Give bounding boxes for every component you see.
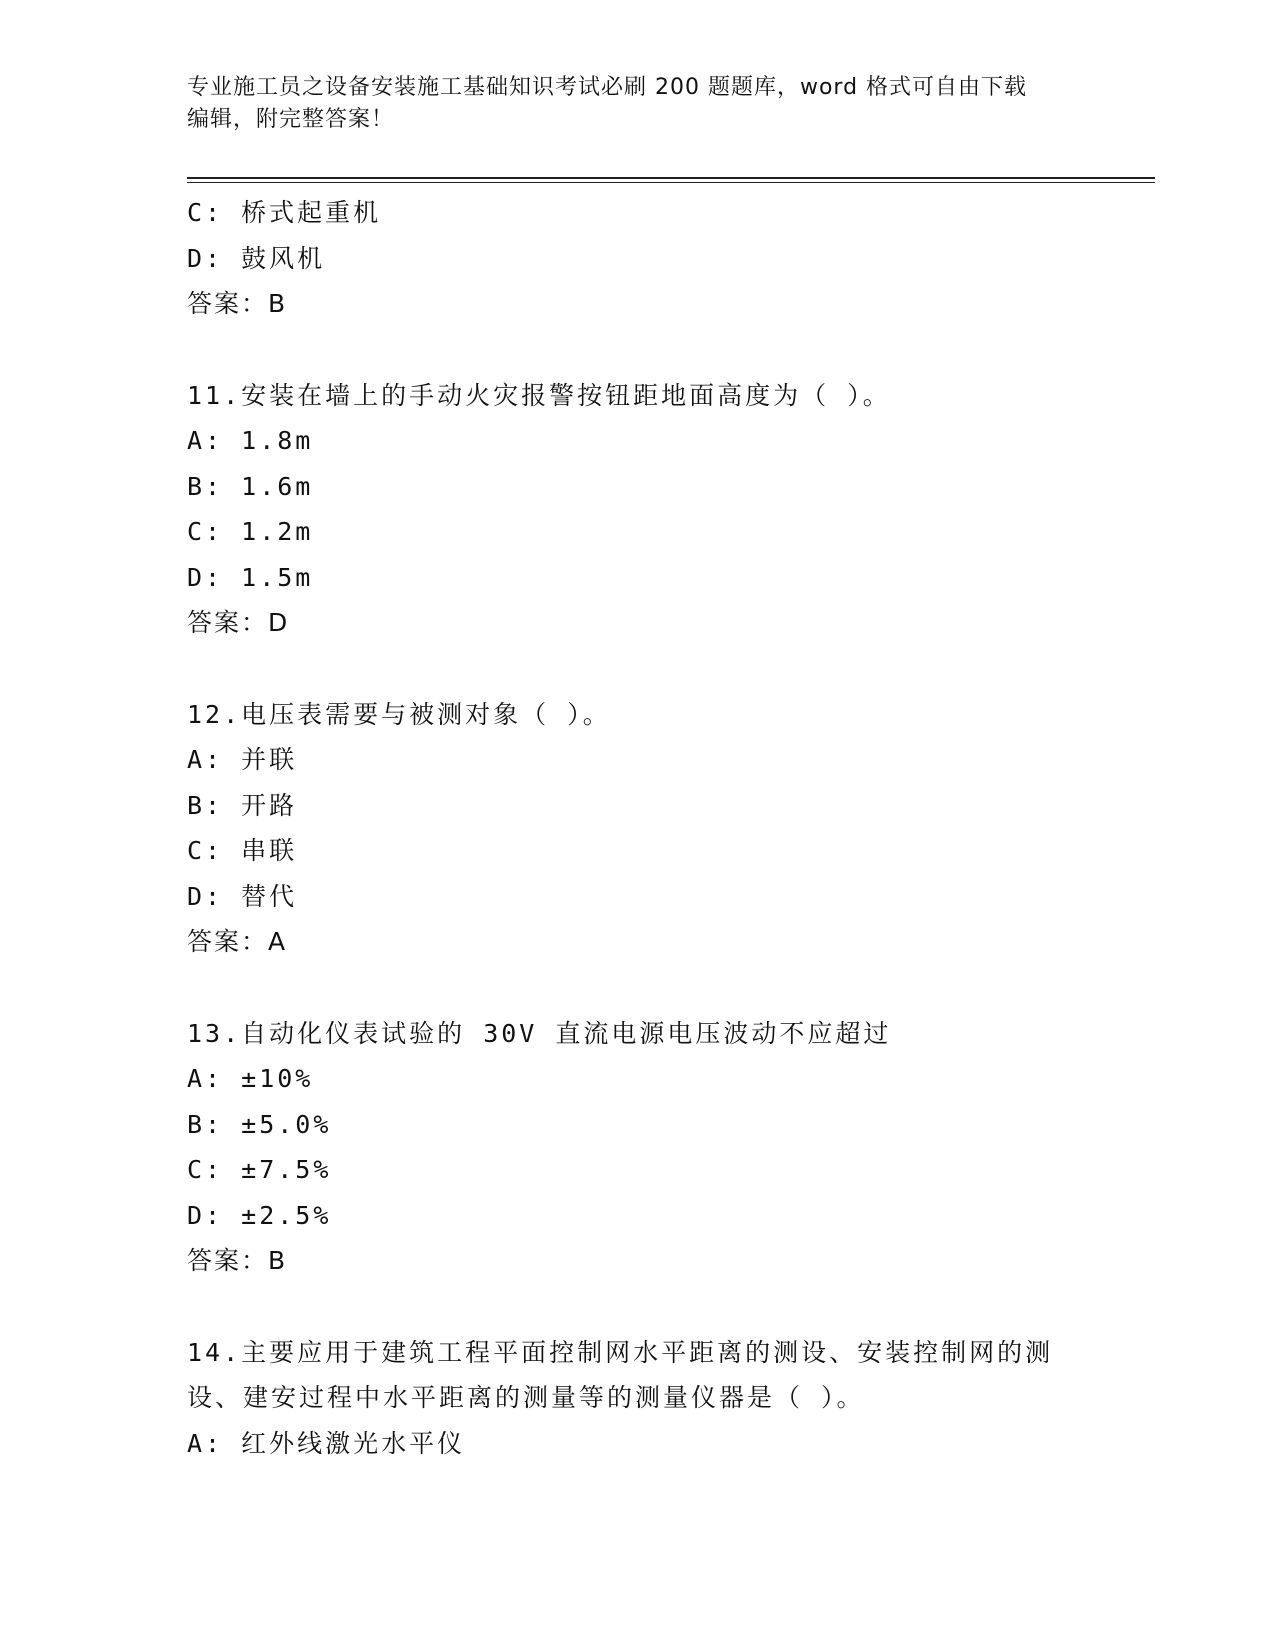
option-d: D: 鼓风机: [187, 243, 326, 273]
header-line-2: 编辑，附完整答案！: [187, 107, 395, 132]
option-a: A: 红外线激光水平仪: [187, 1428, 466, 1458]
document-header: [187, 72, 1087, 136]
answer-label: 答案：A: [187, 927, 288, 956]
answer-label: 答案：B: [187, 1246, 288, 1275]
option-a: A: ±10%: [187, 1064, 314, 1093]
question-list: [187, 190, 1087, 1466]
question-text: 11.安装在墙上的手动火灾报警按钮距地面高度为（ ）。: [187, 380, 891, 410]
option-c: C: 1.2m: [187, 517, 314, 546]
question-block-13: [187, 1011, 1087, 1284]
option-c: C: ±7.5%: [187, 1155, 332, 1184]
option-b: B: ±5.0%: [187, 1109, 332, 1139]
question-block-12: [187, 692, 1087, 965]
header-rule-thick: [187, 177, 1155, 179]
answer-label: 答案：D: [187, 608, 290, 637]
question-block-11: [187, 373, 1087, 646]
question-text: 12.电压表需要与被测对象（ ）。: [187, 699, 611, 729]
option-d: D: 1.5m: [187, 562, 314, 592]
question-text-line-1: 14.主要应用于建筑工程平面控制网水平距离的测设、安装控制网的测: [187, 1337, 1054, 1367]
option-c: C: 串联: [187, 836, 298, 865]
option-b: B: 1.6m: [187, 471, 314, 501]
question-text-line-2: 设、建安过程中水平距离的测量等的测量仪器是（ ）。: [187, 1383, 865, 1412]
option-a: A: 并联: [187, 745, 298, 774]
question-block-10: [187, 190, 1087, 327]
option-a: A: 1.8m: [187, 426, 314, 455]
question-text: 13.自动化仪表试验的 30V 直流电源电压波动不应超过: [187, 1018, 892, 1048]
header-line-1: 专业施工员之设备安装施工基础知识考试必刷 200 题题库，word 格式可自由下载: [187, 75, 1028, 100]
option-c: C: 桥式起重机: [187, 198, 382, 227]
question-block-14: [187, 1330, 1087, 1467]
answer-label: 答案：B: [187, 289, 288, 318]
option-d: D: 替代: [187, 881, 298, 911]
header-rule-thin: [187, 182, 1155, 183]
option-d: D: ±2.5%: [187, 1200, 332, 1230]
option-b: B: 开路: [187, 790, 298, 820]
